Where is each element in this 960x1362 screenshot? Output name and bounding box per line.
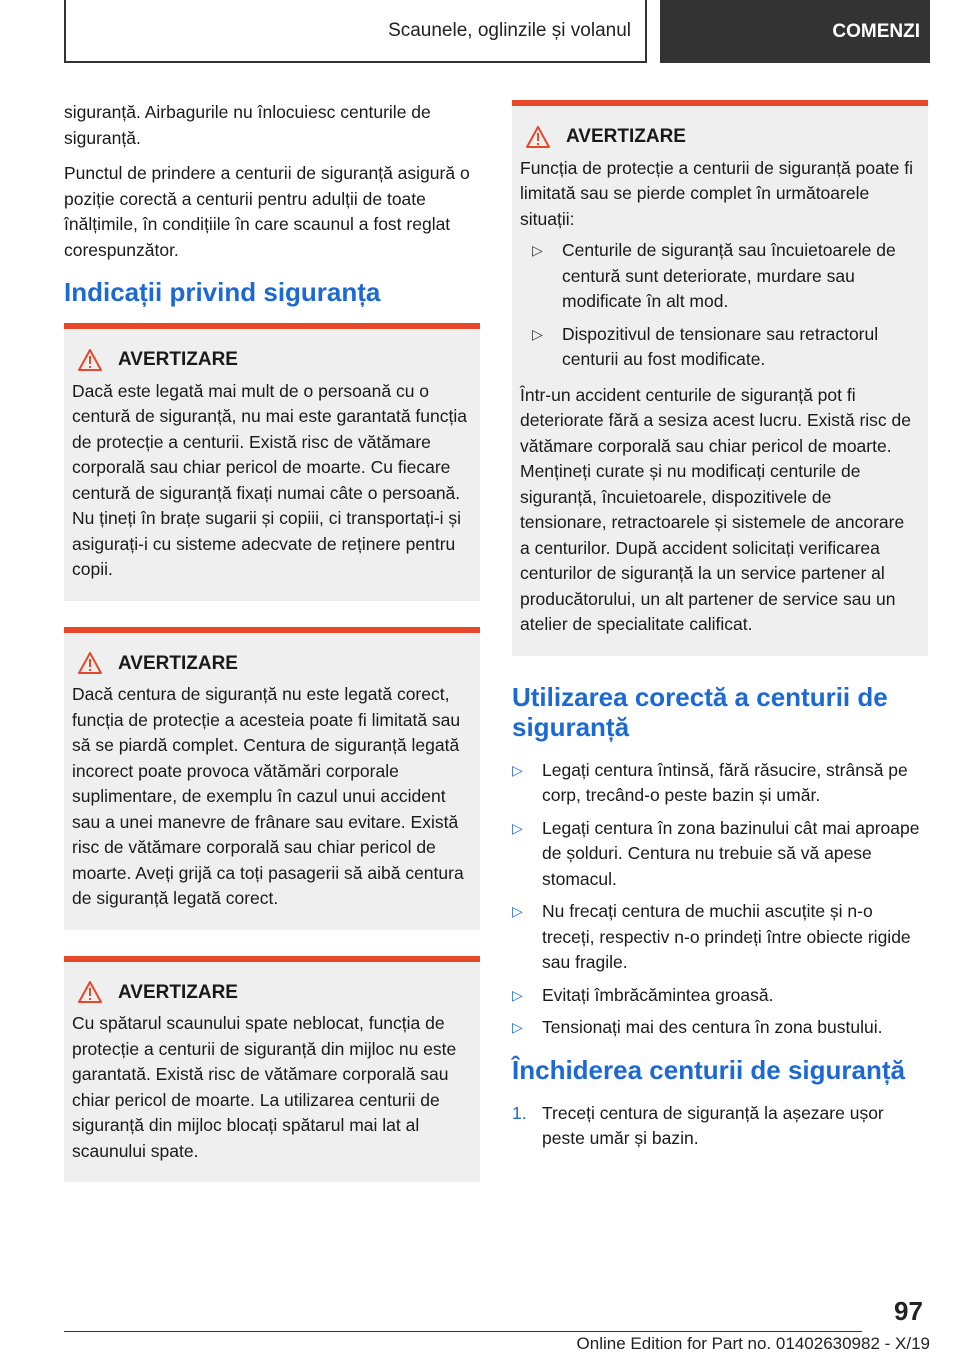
warning-title: AVERTIZARE <box>566 126 686 147</box>
paragraph: Punctul de prindere a centurii de siguranță asigură o poziție corectă a centurii pentru adulții de toate înălțimile, în condițiile în care scaunul a fost reglat corespunzător. <box>64 163 470 260</box>
triangle-right-icon: ▷ <box>512 903 523 919</box>
list-item: ▷ Nu frecați centura de muchii ascuțite și n-o treceți, respectiv n-o prindeți între obiecte rigide sau fragile. <box>512 901 911 972</box>
triangle-right-icon: ▷ <box>512 1019 523 1035</box>
warning-box <box>64 323 480 601</box>
section-heading: Indicații privind siguranța <box>64 277 381 307</box>
page-number: 97 <box>894 1296 923 1326</box>
triangle-right-icon: ▷ <box>512 819 523 836</box>
page-header <box>64 0 930 64</box>
warning-title: AVERTIZARE <box>118 349 238 370</box>
warning-title: AVERTIZARE <box>118 981 238 1003</box>
section-heading: Utilizarea corectă a centurii de siguranță <box>512 681 888 742</box>
warning-box <box>64 627 480 930</box>
list-item: ▷ Legați centura în zona bazinului cât mai aproape de șolduri. Centura nu trebuie să vă apese stomacul. <box>512 817 920 889</box>
warning-triangle-icon <box>78 652 102 674</box>
triangle-right-icon: ▷ <box>512 986 523 1003</box>
triangle-right-icon: ▷ <box>532 242 543 258</box>
section-title: Scaunele, oglinzile și volanul <box>64 0 647 63</box>
warning-list <box>520 238 916 373</box>
warning-text: Funcția de protecție a centurii de siguranță poate fi limitată sau se pierde complet în următoarele situații: <box>520 157 914 229</box>
warning-text: Cu spătarul scaunului spate neblocat, funcția de protecție a centurii de siguranță din mijloc nu este garantată. Există risc de vătămare corporală sau chiar pericol de moarte. La utilizarea centurii de siguranță din mijloc blocați spătarul mai lat al scaunului spate. <box>72 1013 457 1161</box>
list-item: ▷ Centurile de siguranță sau încuietoarele de centură sunt deteriorate, murdare sau modificate în alt mod. <box>532 240 896 311</box>
warning-text: Într-un accident centurile de siguranță pot fi deteriorate fără a sesiza acest lucru. Există risc de vătămare corporală sau chiar pericol de moarte. Mențineți curate și nu modificați centurile de siguranță, încuietoarele, dispozitivele de tensionare, retractoarele și sistemele de ancorare a centurilor. După accident solicitați verificarea centurilor de siguranță la un service partener al producătorului, un alt partener de service sau un atelier de specialitate calificat. <box>520 384 912 634</box>
warning-text: Dacă centura de siguranță nu este legată corect, funcția de protecție a acesteia poate fi limitată sau să se piardă complet. Centura de siguranță legată incorect poate provoca vătămări corporale suplimentare, de exemplu în cazul unui accident sau a unei manevre de frânare sau evitare. Există risc de vătămare corporală sau chiar pericol de moarte. Aveți grijă ca toți pasagerii să aibă centura de siguranță legată corect. <box>72 684 464 908</box>
triangle-right-icon: ▷ <box>532 325 543 342</box>
list-item: ▷ Tensionați mai des centura în zona bustului. <box>512 1015 928 1041</box>
warning-triangle-icon <box>78 981 102 1003</box>
list-item: ▷ Dispozitivul de tensionare sau retractorul centurii au fost modificate. <box>532 323 879 369</box>
chapter-tab[interactable]: COMENZI <box>660 0 930 63</box>
warning-title: AVERTIZARE <box>118 652 238 674</box>
triangle-right-icon: ▷ <box>512 761 523 778</box>
warning-triangle-icon <box>78 349 102 371</box>
right-column <box>512 100 928 1162</box>
step-item: 1. Treceți centura de siguranță la așezare ușor peste umăr și bazin. <box>512 1102 884 1148</box>
warning-box <box>64 956 480 1183</box>
section-heading: Închiderea centurii de siguranță <box>512 1054 905 1085</box>
left-column <box>64 100 480 1208</box>
warning-text: Dacă este legată mai mult de o persoană cu o centură de siguranță, nu mai este garantată funcția de protecție a centurii. Există risc de vătămare corporală sau chiar pericol de moarte. Cu fiecare centură de siguranță fixați numai câte o persoană. Nu țineți în brațe sugarii și copiii, ci transportați-i și asigurați-i cu sisteme adecvate de reținere pentru copii. <box>72 380 467 579</box>
warning-box <box>512 100 928 656</box>
list-item: ▷ Legați centura întinsă, fără răsucire, strânsă pe corp, trecând-o peste bazin și umăr. <box>512 759 908 805</box>
footer-divider <box>64 1331 862 1332</box>
bullet-list <box>512 758 928 1041</box>
step-list <box>512 1101 928 1152</box>
step-number: 1. <box>512 1102 527 1123</box>
list-item: ▷ Evitați îmbrăcămintea groasă. <box>512 983 928 1009</box>
paragraph: siguranță. Airbagurile nu înlocuiesc centurile de siguranță. <box>64 102 431 148</box>
footer-edition: Online Edition for Part no. 01402630982 - X/19 <box>576 1334 930 1353</box>
warning-triangle-icon <box>526 126 550 148</box>
